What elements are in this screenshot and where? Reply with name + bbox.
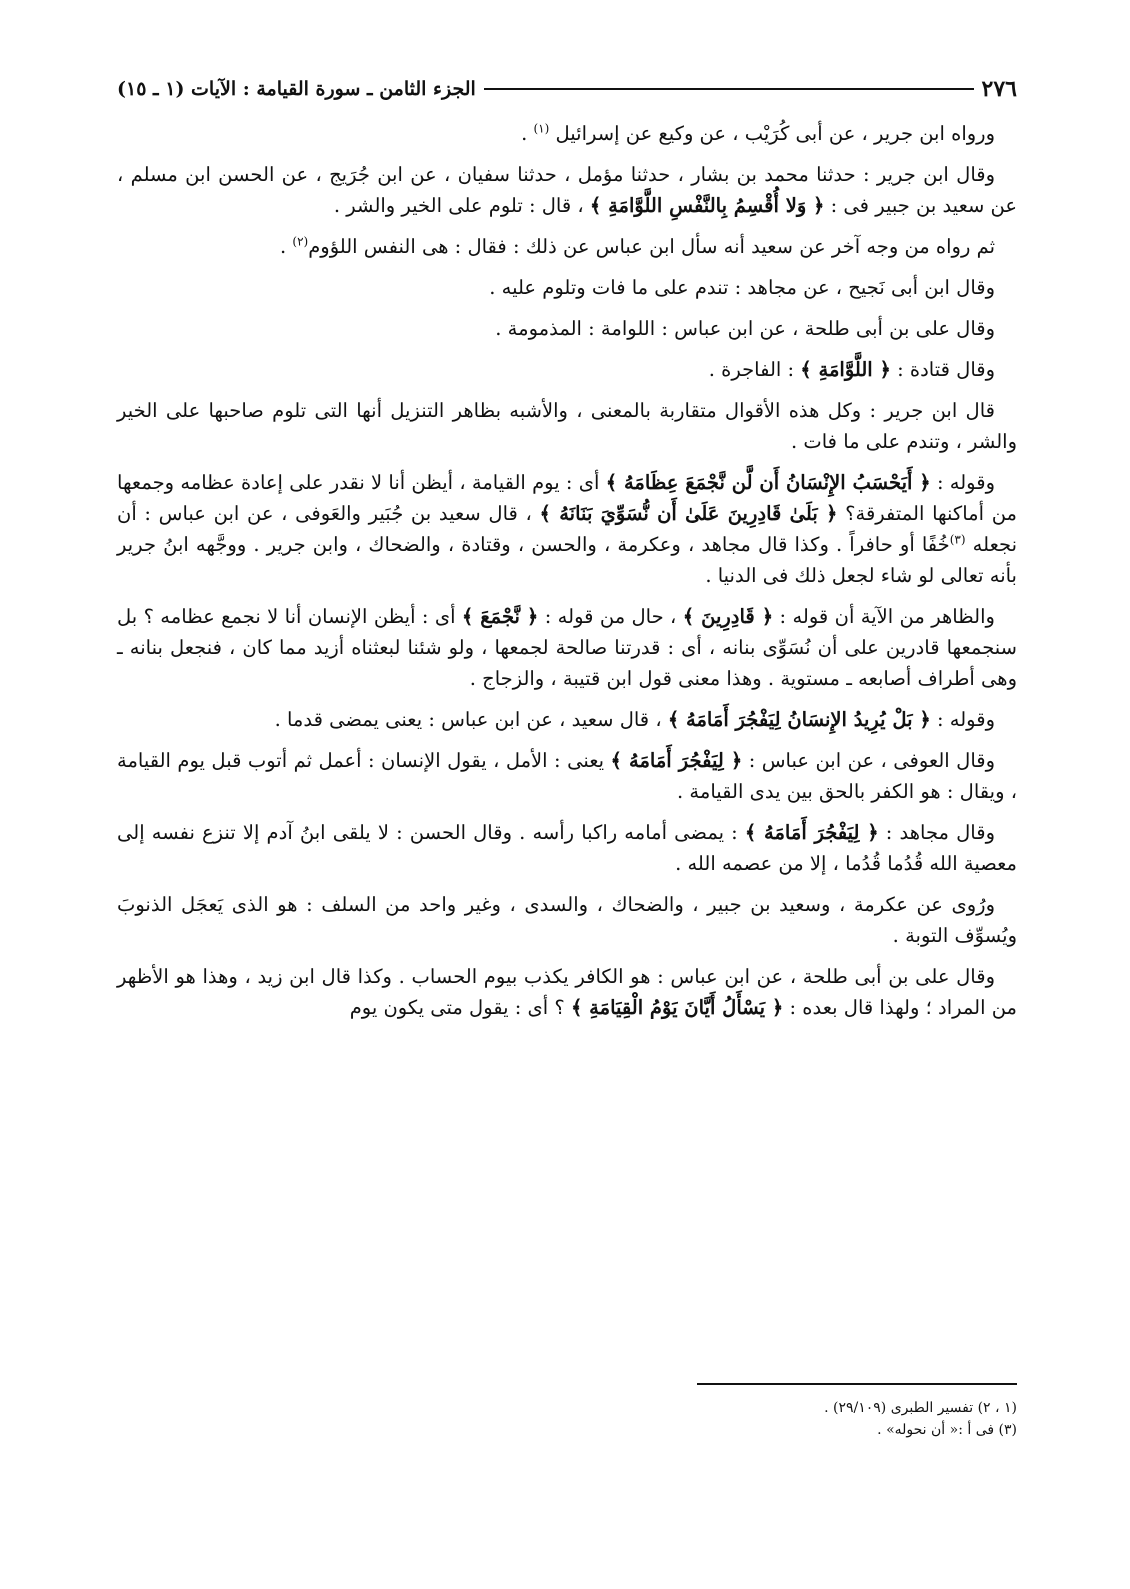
- text-run: ؟ أى : يقول متى يكون يوم: [349, 996, 571, 1019]
- running-title: الجزء الثامن ـ سورة القيامة : الآيات (١ ـ ١٥): [117, 78, 476, 100]
- text-run: وقال على بن أبى طلحة ، عن ابن عباس : اللوامة : المذمومة .: [495, 317, 995, 340]
- text-run: أى : يوم القيامة ، أيظن أنا لا نقدر على إعادة عظامه وجمعها من أماكنها المتفرقة؟: [117, 471, 1017, 525]
- paragraph: [117, 395, 1017, 457]
- text-run: وقال العوفى ، عن ابن عباس :: [742, 749, 995, 772]
- quran-quote: ﴿ يَسْأَلُ أَيَّانَ يَوْمُ الْقِيَامَةِ ﴾: [570, 996, 784, 1019]
- text-run: قال ابن جرير : وكل هذه الأقوال متقاربة بالمعنى ، والأشبه بظاهر التنزيل أنها التى تلوم صاحبها على الخير والشر ، وتندم على ما فات .: [117, 399, 1017, 453]
- page-number: ٢٧٦: [981, 76, 1017, 102]
- quran-quote: ﴿ بَلَىٰ قَادِرِينَ عَلَىٰ أَن نُّسَوِّيَ بَنَانَهُ ﴾: [539, 502, 838, 525]
- text-run: أى : أيظن الإنسان أنا لا نجمع عظامه ؟ بل سنجمعها قادرين على أن نُسَوِّى بنانه ، أى : قدرتنا صالحة لجمعها ، ولو شئنا لبعثناه أزيد مما كان ، فنجعل بنانه ـ وهى أطراف أصابعه ـ مستوية . وهذا معنى قول ابن قتيبة ، والزجاج .: [117, 605, 1017, 690]
- paragraph: [117, 159, 1017, 221]
- paragraph: [117, 231, 1017, 262]
- paragraph: [117, 354, 1017, 385]
- footnote-ref: (٣): [949, 532, 966, 547]
- paragraph: [117, 313, 1017, 344]
- text-run: والظاهر من الآية أن قوله :: [773, 605, 995, 628]
- paragraph: [117, 889, 1017, 951]
- text-run: وقوله :: [930, 471, 995, 494]
- paragraph: [117, 601, 1017, 694]
- header-rule: [484, 88, 974, 90]
- quran-quote: ﴿ أَيَحْسَبُ الإِنْسَانُ أَن لَّن نَّجْمَعَ عِظَامَهُ ﴾: [605, 471, 931, 494]
- quran-quote: ﴿ نَّجْمَعَ ﴾: [461, 605, 539, 628]
- paragraph: [117, 118, 1017, 149]
- text-run: ورواه ابن جرير ، عن أبى كُرَيْب ، عن وكيع عن إسرائيل: [549, 122, 995, 145]
- text-run: : يمضى أمامه راكبا رأسه . وقال الحسن : لا يلقى ابنُ آدم إلا تنزع نفسه إلى معصية الله قُدُما قُدُما ، إلا من عصمه الله .: [117, 821, 1017, 875]
- text-run: ، حال من قوله :: [538, 605, 683, 628]
- text-run: : الفاجرة .: [708, 358, 801, 381]
- footnote-ref: (١): [533, 121, 550, 136]
- text-run: وقال ابن جرير : حدثنا محمد بن بشار ، حدثنا مؤمل ، حدثنا سفيان ، عن ابن جُرَيج ، عن الحسن ابن مسلم ، عن سعيد بن جبير فى :: [117, 163, 1017, 217]
- footnote-ref: (٢): [292, 234, 309, 249]
- paragraph: [117, 745, 1017, 807]
- paragraph: [117, 817, 1017, 879]
- text-run: وقال قتادة :: [890, 358, 995, 381]
- text-run: وقوله :: [930, 708, 995, 731]
- page-body: [117, 118, 1017, 1023]
- quran-quote: ﴿ قَادِرِينَ ﴾: [682, 605, 774, 628]
- quran-quote: ﴿ اللَّوَّامَةِ ﴾: [800, 358, 891, 381]
- text-run: ، قال سعيد ، عن ابن عباس : يعنى يمضى قدما .: [274, 708, 668, 731]
- footnote: (١ ، ٢) تفسير الطبرى (٢٩/١٠٩) .: [824, 1400, 1017, 1416]
- paragraph: [117, 961, 1017, 1023]
- text-run: ورُوى عن عكرمة ، وسعيد بن جبير ، والضحاك ، والسدى ، وغير واحد من السلف : هو الذى يَعجَل الذنوبَ ويُسوِّف التوبة .: [117, 893, 1017, 947]
- text-run: خُفًا أو حافراً . وكذا قال مجاهد ، وعكرمة ، والحسن ، وقتادة ، والضحاك ، وابن جرير . ووجَّهه ابنُ جرير بأنه تعالى لو شاء لجعل ذلك فى الدنيا .: [117, 533, 1017, 587]
- text-run: .: [521, 122, 534, 145]
- paragraph: [117, 272, 1017, 303]
- footnote: (٣) فى أ :« أن نحوله» .: [877, 1422, 1017, 1438]
- text-run: وقال مجاهد :: [878, 821, 995, 844]
- footnote-rule: [697, 1383, 1017, 1385]
- quran-quote: ﴿ لِيَفْجُرَ أَمَامَهُ ﴾: [744, 821, 879, 844]
- quran-quote: ﴿ بَلْ يُرِيدُ الإِنسَانُ لِيَفْجُرَ أَمَامَهُ ﴾: [667, 708, 931, 731]
- page-header: [117, 70, 1017, 108]
- text-run: ، قال : تلوم على الخير والشر .: [333, 194, 590, 217]
- text-run: ثم رواه من وجه آخر عن سعيد أنه سأل ابن عباس عن ذلك : فقال : هى النفس اللؤوم: [308, 235, 995, 258]
- paragraph: [117, 704, 1017, 735]
- text-run: .: [279, 235, 293, 258]
- footnote-list: [117, 1397, 1017, 1441]
- quran-quote: ﴿ وَلا أُقْسِمُ بِالنَّفْسِ اللَّوَّامَةِ ﴾: [589, 194, 825, 217]
- text-run: وقال ابن أبى نَجيح ، عن مجاهد : تندم على ما فات وتلوم عليه .: [489, 276, 995, 299]
- paragraph: [117, 467, 1017, 591]
- text-run: يعنى : الأمل ، يقول الإنسان : أعمل ثم أتوب قبل يوم القيامة ، ويقال : هو الكفر بالحق بين يدى القيامة .: [117, 749, 1017, 803]
- footnotes: [117, 1383, 1017, 1441]
- quran-quote: ﴿ لِيَفْجُرَ أَمَامَهُ ﴾: [610, 749, 743, 772]
- text-run: وقال على بن أبى طلحة ، عن ابن عباس : هو الكافر يكذب بيوم الحساب . وكذا قال ابن زيد ، وهذا هو الأظهر من المراد ؛ ولهذا قال بعده :: [117, 965, 1017, 1019]
- text-run: ، قال سعيد بن جُبَير والعَوفى ، عن ابن عباس : أن نجعله: [117, 502, 1017, 556]
